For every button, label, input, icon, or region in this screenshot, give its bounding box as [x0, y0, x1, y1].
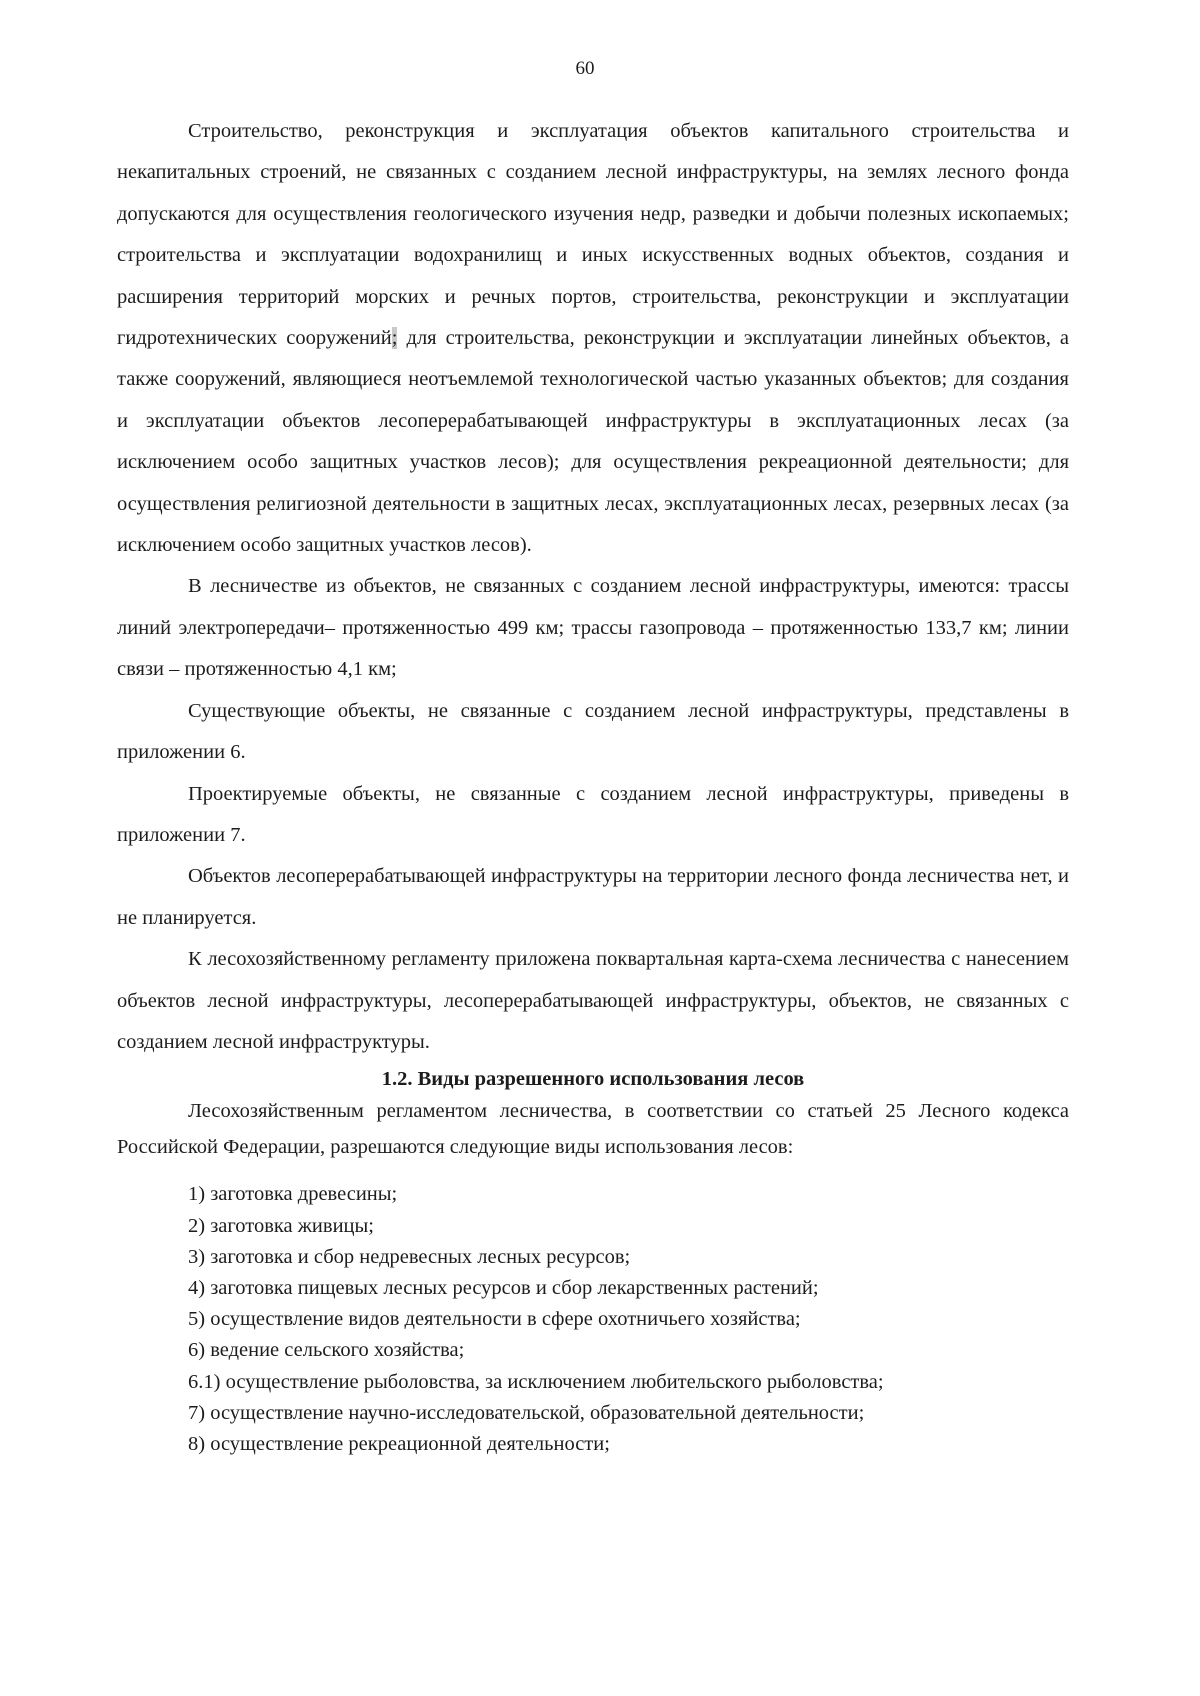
list-item: 6.1) осуществление рыболовства, за исключением любительского рыболовства; — [188, 1370, 884, 1393]
forest-use-list — [117, 1179, 1069, 1460]
paragraph-text-after-highlight: для строительства, реконструкции и эксплуатации линейных объектов, а также сооружений, являющиеся неотъемлемой технологической частью указанных объектов; для создания и эксплуатации объектов лесоперерабатывающей инфраструктуры в эксплуатационных лесах (за исключением особо защитных участков лесов); для осуществления рекреационной деятельности; для осуществления религиозной деятельности в защитных лесах, эксплуатационных лесах, резервных лесах (за исключением особо защитных участков лесов). — [117, 327, 1069, 557]
list-item: 8) осуществление рекреационной деятельности; — [188, 1432, 610, 1455]
paragraph-existing-lines: В лесничестве из объектов, не связанных с созданием лесной инфраструктуры, имеются: трассы линий электропередачи– протяженностью 499 км; трассы газопровода – протяженностью 133,7 км; линии связи – протяженностью 4,1 км; — [117, 575, 1069, 681]
paragraph-text-before-highlight: Строительство, реконструкция и эксплуатация объектов капитального строительства и некапитальных строений, не связанных с созданием лесной инфраструктуры, на землях лесного фонда допускаются для осуществления геологического изучения недр, разведки и добычи полезных ископаемых; строительства и эксплуатации водохранилищ и иных искусственных водных объектов, создания и расширения территорий морских и речных портов, строительства, реконструкции и эксплуатации гидротехнических сооружений — [117, 120, 1069, 350]
paragraph-existing-objects: Существующие объекты, не связанные с созданием лесной инфраструктуры, представлены в приложении 6. — [117, 699, 1069, 764]
list-item: 6) ведение сельского хозяйства; — [188, 1339, 465, 1362]
list-item: 2) заготовка живицы; — [188, 1214, 374, 1237]
paragraph-processing-infrastructure: Объектов лесоперерабатывающей инфраструктуры на территории лесного фонда лесничества нет, и не планируется. — [117, 865, 1069, 929]
section-heading: 1.2. Виды разрешенного использования лесов — [381, 1068, 805, 1091]
text-selection-highlight: ; — [391, 327, 398, 350]
list-item: 1) заготовка древесины; — [188, 1183, 398, 1206]
list-item: 7) осуществление научно-исследовательской, образовательной деятельности; — [188, 1401, 865, 1424]
list-item: 3) заготовка и сбор недревесных лесных ресурсов; — [188, 1245, 631, 1268]
body-text — [117, 111, 1069, 1460]
list-item: 4) заготовка пищевых лесных ресурсов и сбор лекарственных растений; — [188, 1276, 819, 1299]
paragraph-construction-rules — [117, 111, 1069, 566]
paragraph-planned-objects: Проектируемые объекты, не связанные с созданием лесной инфраструктуры, приведены в приложении 7. — [117, 782, 1069, 846]
list-item: 5) осуществление видов деятельности в сфере охотничьего хозяйства; — [188, 1308, 801, 1331]
section-intro: Лесохозяйственным регламентом лесничества, в соответствии со статьей 25 Лесного кодекса Российской Федерации, разрешаются следующие виды использования лесов: — [117, 1100, 1069, 1159]
page-number: 60 — [575, 58, 595, 79]
paragraph-map-scheme: К лесохозяйственному регламенту приложена поквартальная карта-схема лесничества с нанесением объектов лесной инфраструктуры, лесоперерабатывающей инфраструктуры, объектов, не связанных с созданием лесной инфраструктуры. — [117, 948, 1069, 1053]
